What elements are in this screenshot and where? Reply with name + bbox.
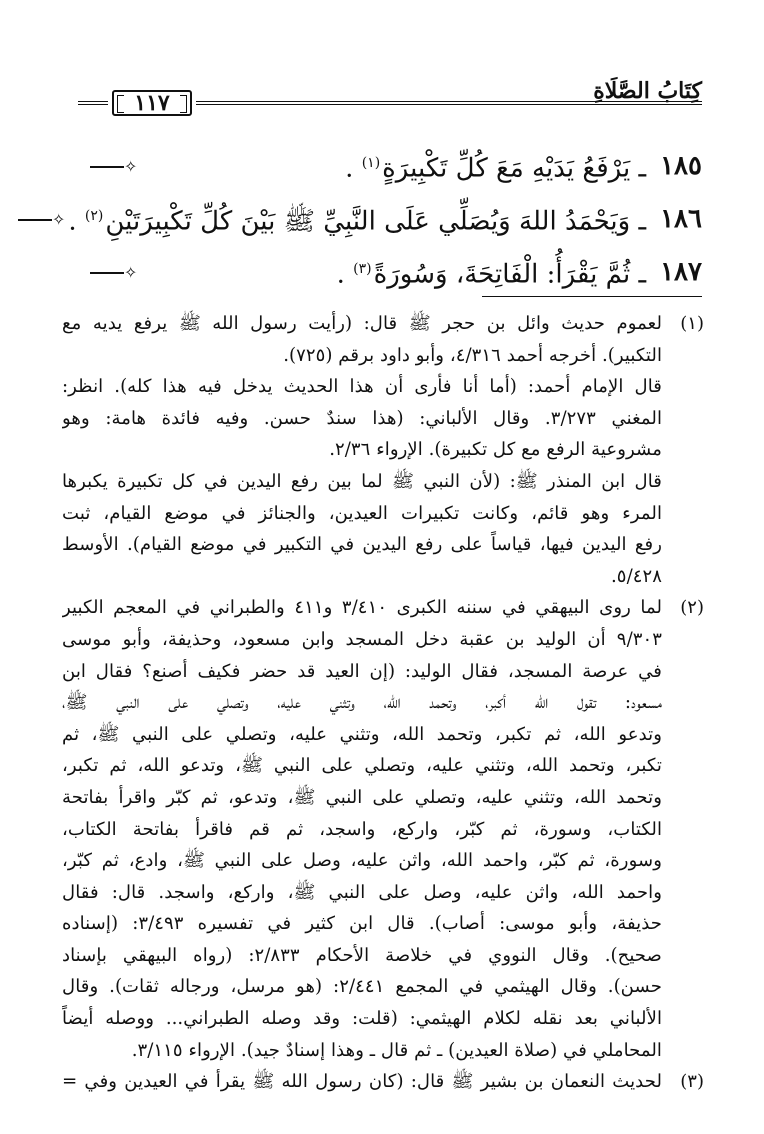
footnote-1 bbox=[62, 308, 704, 592]
footnote-line: تكبر، وتحمد الله، وتثني عليه، وتصلي على النبي ﷺ، وتدعو الله، ثم تكبر، bbox=[62, 755, 662, 777]
footnote-line: وتدعو الله، ثم تكبر، وتحمد الله، وتثني عليه، وتصلي على النبي ﷺ، ثم bbox=[62, 723, 662, 745]
footnote-line: المحاملي في (صلاة العيدين) ـ ثم قال ـ وهذا إسنادٌ جيد). الإرواء ٣/١١٥. bbox=[131, 1039, 662, 1061]
footnote-line: مسعود: تقول الله أكبر، وتحمد الله، وتثني عليه، وتصلي على النبي ﷺ، bbox=[62, 692, 662, 714]
main-text bbox=[51, 140, 702, 299]
footnote-number: (٣) bbox=[680, 1071, 704, 1093]
footnote-3 bbox=[62, 1066, 704, 1098]
matn-line bbox=[82, 246, 702, 299]
page-header bbox=[78, 70, 702, 126]
footnotes bbox=[62, 308, 704, 1098]
chapter-title: كِتَابُ الصَّلَاةِ bbox=[593, 78, 702, 104]
matn-text: ـ يَرْفَعُ يَدَيْهِ مَعَ كُلِّ تَكْبِيرَةٍ$^{(١)}$ . bbox=[345, 153, 647, 184]
footnote-line: لحديث النعمان بن بشير ﷺ قال: (كان رسول الله ﷺ يقرأ في العيدين وفي = bbox=[62, 1071, 662, 1093]
footnote-body bbox=[62, 308, 662, 592]
page-number: ١١٧ bbox=[112, 90, 192, 116]
footnote-body bbox=[62, 1066, 662, 1098]
footnote-separator bbox=[482, 296, 702, 297]
footnote-line: ٥/٤٢٨. bbox=[611, 565, 662, 587]
footnote-line: حذيفة، وأبو موسى: أصاب). قال ابن كثير في تفسيره ٣/٤٩٣: (إسناده bbox=[62, 913, 662, 935]
footnote-line: لما روى البيهقي في سننه الكبرى ٣/٤١٠ و٤١١ والطبراني في المعجم الكبير bbox=[62, 597, 662, 619]
footnote-body bbox=[62, 592, 662, 1066]
matn-line bbox=[82, 140, 702, 193]
footnote-line: المرء وهو قائم، وكانت تكبيرات العيدين، والجنائز في موضع القيام، ثبت bbox=[62, 502, 662, 524]
matn-text: ـ وَيَحْمَدُ اللهَ وَيُصَلِّي عَلَى النَّبِيِّ ﷺ بَيْنَ كُلِّ تَكْبِيرَتَيْنِ$^{(٢)}$ . bbox=[68, 206, 647, 237]
header-rule-right bbox=[196, 101, 702, 105]
footnote-line: رفع اليدين فيها، قياساً على رفع اليدين في التكبير في موضع القيام). الأوسط bbox=[62, 534, 662, 556]
footnote-number: (٢) bbox=[680, 597, 704, 619]
footnote-line: قال الإمام أحمد: (أما أنا فأرى أن هذا الحديث يدخل فيه هذا كله). انظر: bbox=[62, 376, 662, 398]
footnote-ref: (٢) bbox=[84, 208, 104, 225]
ornament-icon: ✧ bbox=[18, 212, 68, 228]
matn-line bbox=[51, 193, 702, 246]
footnote-line: واحمد الله، واثن عليه، وصل على النبي ﷺ، واركع، واسجد. قال: فقال bbox=[62, 881, 662, 903]
matn-number: ١٨٥ bbox=[660, 151, 702, 181]
footnote-line: صحيح). وقال النووي في خلاصة الأحكام ٢/٨٣٣: (رواه البيهقي بإسناد bbox=[62, 944, 662, 966]
footnote-number: (١) bbox=[680, 313, 704, 334]
footnote-line: ٩/٣٠٣ أن الوليد بن عقبة دخل المسجد وابن مسعود، وحذيفة، وأبو موسى bbox=[62, 628, 662, 650]
footnote-2 bbox=[62, 592, 704, 1066]
footnote-line: مشروعية الرفع مع كل تكبيرة). الإرواء ٢/٣٦. bbox=[329, 439, 662, 461]
footnote-ref: (١) bbox=[361, 155, 381, 172]
matn-number: ١٨٧ bbox=[660, 257, 702, 287]
footnote-line: الألباني بعد نقله لكلام الهيثمي: (قلت: وقد وصله الطبراني... ووصله أيضاً bbox=[62, 1008, 662, 1030]
footnote-line: لعموم حديث وائل بن حجر ﷺ قال: (رأيت رسول الله ﷺ يرفع يديه مع bbox=[62, 313, 662, 334]
footnote-ref: (٣) bbox=[353, 261, 372, 278]
footnote-line: قال ابن المنذر ﷺ: (لأن النبي ﷺ لما بين رفع اليدين في كل تكبيرة يكبرها bbox=[62, 470, 662, 492]
footnote-line: الكتاب، وسورة، ثم كبّر، واركع، واسجد، ثم قم فاقرأ بفاتحة الكتاب، bbox=[62, 818, 662, 840]
footnote-line: في عرصة المسجد، فقال الوليد: (إن العيد قد حضر فكيف أصنع؟ فقال ابن bbox=[62, 660, 662, 682]
matn-number: ١٨٦ bbox=[660, 204, 702, 234]
footnote-line: وتحمد الله، وتثني عليه، وتصلي على النبي ﷺ، وتدعو، ثم كبّر واقرأ بفاتحة bbox=[62, 786, 662, 808]
matn-text: ـ ثُمَّ يَقْرَأُ: الْفَاتِحَةَ، وَسُورَةً$^{(٣)}$ . bbox=[336, 259, 647, 290]
footnote-line: المغني ٣/٢٧٣. وقال الألباني: (هذا سندٌ حسن. وفيه فائدة هامة: وهو bbox=[62, 407, 662, 429]
ornament-icon: ✧ bbox=[90, 265, 140, 281]
header-rule-left bbox=[78, 101, 108, 105]
ornament-icon: ✧ bbox=[90, 159, 140, 175]
footnote-line: حسن). وقال الهيثمي في المجمع ٢/٤٤١: (هو مرسل، ورجاله ثقات). وقال bbox=[62, 976, 662, 998]
footnote-line: وسورة، ثم كبّر، واحمد الله، واثن عليه، وصل على النبي ﷺ، وادع، ثم كبّر، bbox=[62, 850, 662, 872]
footnote-line: التكبير). أخرجه أحمد ٤/٣١٦، وأبو داود برقم (٧٢٥). bbox=[283, 344, 662, 366]
